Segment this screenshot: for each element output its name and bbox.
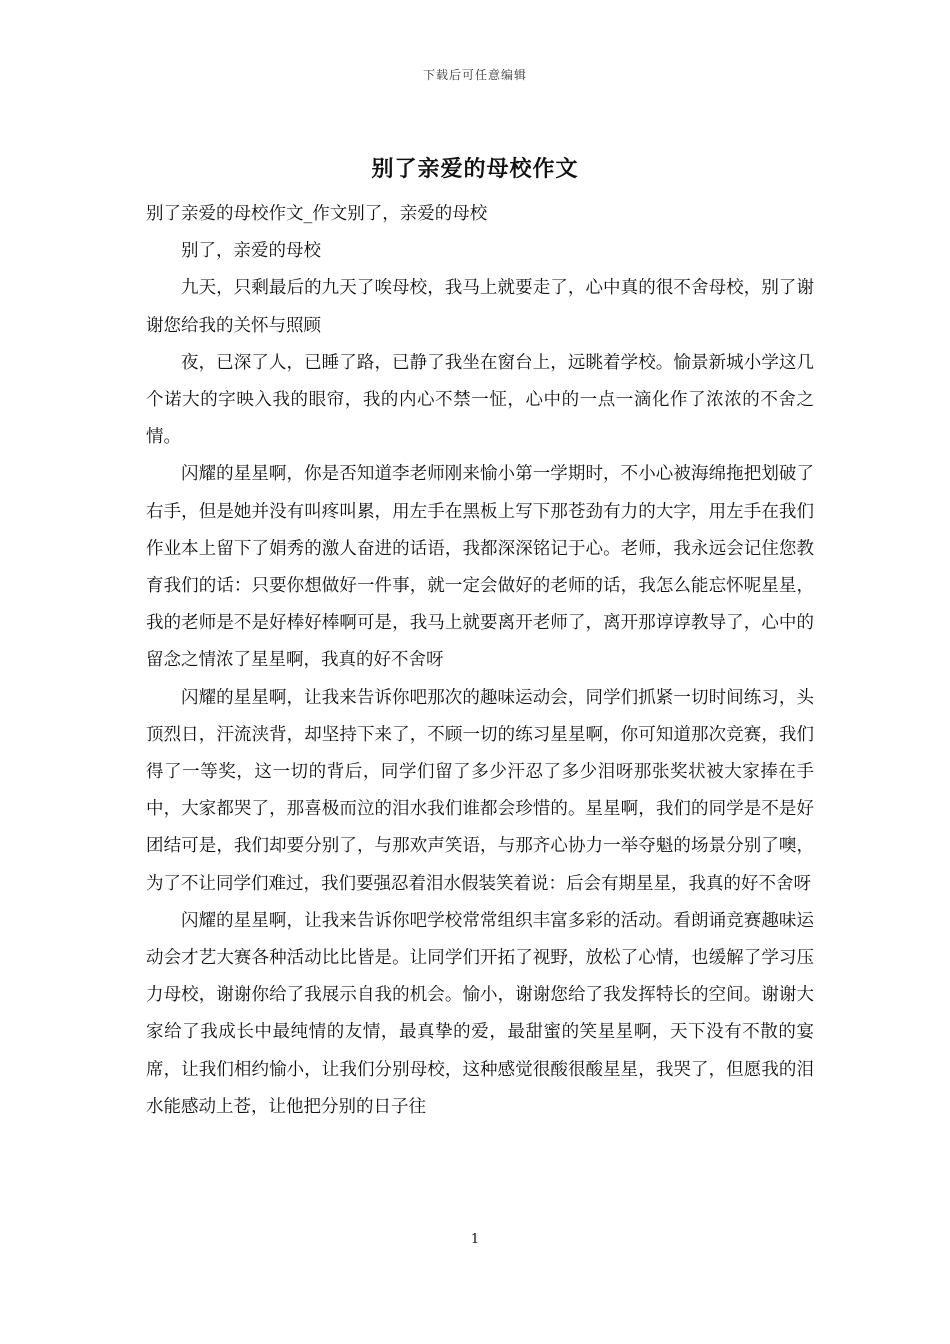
paragraph: 九天，只剩最后的九天了唉母校，我马上就要走了，心中真的很不舍母校，别了谢谢您给我的关怀与照顾 <box>146 278 814 336</box>
document-body <box>146 196 814 1126</box>
paragraph: 闪耀的星星啊，让我来告诉你吧那次的趣味运动会，同学们抓紧一切时间练习，头顶烈日，汗流浃背，却坚持下来了，不顾一切的练习星星啊，你可知道那次竞赛，我们得了一等奖，这一切的背后，同学们留了多少汗忍了多少泪呀那张奖状被大家捧在手中，大家都哭了，那喜极而泣的泪水我们谁都会珍惜的。星星啊，我们的同学是不是好团结可是，我们却要分别了，与那欢声笑语，与那齐心协力一举夺魁的场景分别了噢，为了不让同学们难过，我们要强忍着泪水假装笑着说：后会有期星星，我真的好不舍呀 <box>146 687 814 894</box>
document-title: 别了亲爱的母校作文 <box>371 156 579 182</box>
paragraph: 闪耀的星星啊，让我来告诉你吧学校常常组织丰富多彩的活动。看朗诵竞赛趣味运动会才艺大赛各种活动比比皆是。让同学们开拓了视野，放松了心情，也缓解了学习压力母校，谢谢你给了我展示自我的机会。愉小，谢谢您给了我发挥特长的空间。谢谢大家给了我成长中最纯情的友情，最真挚的爱，最甜蜜的笑星星啊，天下没有不散的宴席，让我们相约愉小，让我们分别母校，这种感觉很酸很酸星星，我哭了，但愿我的泪水能感动上苍，让他把分别的日子往 <box>146 910 814 1117</box>
header-note: 下载后可任意编辑 <box>422 68 527 82</box>
page-number: 1 <box>470 1232 480 1247</box>
subtitle-line: 别了亲爱的母校作文_作文别了，亲爱的母校 <box>146 204 488 224</box>
paragraph: 别了，亲爱的母校 <box>181 241 321 262</box>
paragraph: 闪耀的星星啊，你是否知道李老师刚来愉小第一学期时，不小心被海绵拖把划破了右手，但是她并没有叫疼叫累，用左手在黑板上写下那苍劲有力的大字，用左手在我们作业本上留下了娟秀的激人奋进的话语，我都深深铭记于心。老师，我永远会记住您教育我们的话：只要你想做好一件事，就一定会做好的老师的话，我怎么能忘怀呢星星，我的老师是不是好棒好棒啊可是，我马上就要离开老师了，离开那谆谆教导了，心中的留念之情浓了星星啊，我真的好不舍呀 <box>146 464 814 671</box>
paragraph: 夜，已深了人，已睡了路，已静了我坐在窗台上，远眺着学校。愉景新城小学这几个诺大的字映入我的眼帘，我的内心不禁一怔，心中的一点一滴化作了浓浓的不舍之情。 <box>146 352 814 448</box>
